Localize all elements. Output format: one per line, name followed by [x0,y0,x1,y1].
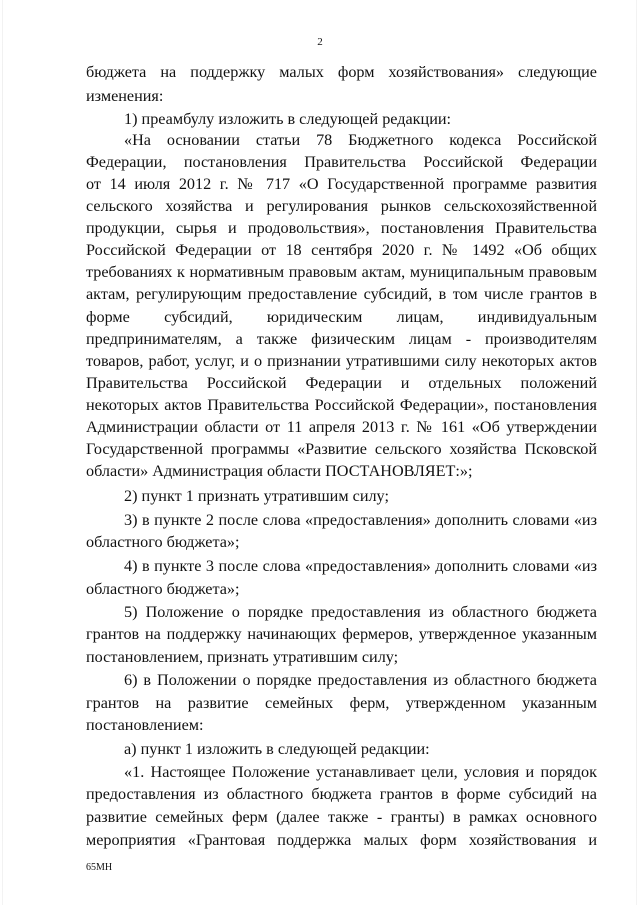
text-line: форме субсидий, юридическим лицам, индивидуальным [86,308,597,326]
text-line: области» Администрация области ПОСТАНОВЛЯЕТ:»; [86,462,473,480]
text-line: областного бюджета»; [86,580,240,598]
text-line: актам, регулирующим предоставление субсидий, в том числе грантов в [86,285,597,303]
text-line: 3) в пункте 2 после слова «предоставления» дополнить словами «из [124,511,597,529]
text-line: от 14 июля 2012 г. № 717 «О Государственной программе развития [86,175,597,193]
text-line: Администрации области от 11 апреля 2013 г. № 161 «Об утверждении [86,418,597,436]
text-line: развитие семейных ферм (далее также - гранты) в рамках основного [86,808,597,826]
text-line: 4) в пункте 3 после слова «предоставления» дополнить словами «из [124,557,597,575]
text-line: изменения: [86,87,164,105]
text-line: постановлением: [86,716,204,734]
text-line: Государственной программы «Развитие сельского хозяйства Псковской [86,440,597,458]
text-line: постановлением, признать утратившим силу; [86,648,399,666]
text-line: товаров, работ, услуг, и о признании утратившими силу некоторых актов [86,352,597,370]
text-line: «На основании статьи 78 Бюджетного кодекса Российской [124,131,597,149]
page-number: 2 [317,36,323,48]
text-line: бюджета на поддержку малых форм хозяйствования» следующие [86,63,597,81]
text-line: грантов на развитие семейных ферм, утвержденном указанным [86,694,597,712]
scan-edge-right [636,0,637,905]
text-line: 5) Положение о порядке предоставления из областного бюджета [124,603,597,621]
text-line: грантов на поддержку начинающих фермеров, утвержденное указанным [86,625,597,643]
text-line: предпринимателям, а также физическим лицам - производителям [86,330,597,348]
text-line: предоставления из областного бюджета грантов в форме субсидий на [86,785,597,803]
text-line: требованиях к нормативным правовым актам, муниципальным правовым [86,263,597,281]
text-line: а) пункт 1 изложить в следующей редакции: [124,740,430,758]
text-line: «1. Настоящее Положение устанавливает цели, условия и порядок [124,763,597,781]
text-line: 2) пункт 1 признать утратившим силу; [124,487,389,505]
text-line: некоторых актов Правительства Российской Федерации», постановления [86,396,597,414]
text-line: Российской Федерации от 18 сентября 2020 г. № 1492 «Об общих [86,241,597,259]
text-line: продукции, сырья и продовольствия», постановления Правительства [86,219,597,237]
text-line: мероприятия «Грантовая поддержка малых форм хозяйствования и [86,831,597,849]
text-line: Федерации, постановления Правительства Российской Федерации [86,153,597,171]
text-line: сельского хозяйства и регулирования рынков сельскохозяйственной [86,197,597,215]
text-line: 1) преамбулу изложить в следующей редакции: [124,110,452,128]
text-line: Правительства Российской Федерации и отдельных положений [86,374,597,392]
text-line: областного бюджета»; [86,533,240,551]
text-line: 6) в Положении о порядке предоставления из областного бюджета [124,671,597,689]
document-code: 65МН [86,862,113,873]
scan-edge-left [2,0,3,905]
